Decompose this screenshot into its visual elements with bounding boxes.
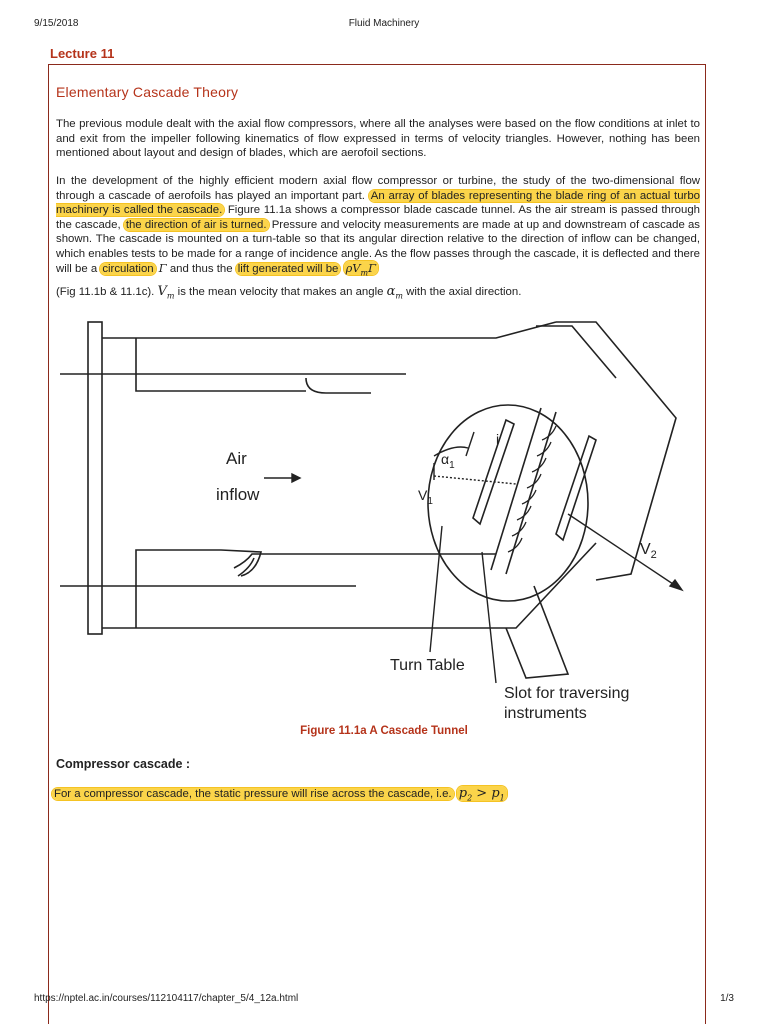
intro-paragraph: The previous module dealt with the axial flow compressors, where all the analyses were based on the flow conditions at inlet to and exit from the impeller following kinematics of flow expressed in terms of velocity triangles. However, nothing has been mentioned about layout and design of blades, which are aerofoil sections.: [56, 118, 700, 159]
lift-formula-sub: m: [360, 268, 369, 278]
turn-table-label: Turn Table: [390, 657, 465, 674]
air-label: Air: [226, 449, 247, 468]
highlight-lift: lift generated will be: [237, 263, 339, 275]
lift-formula-main: ρV: [345, 261, 361, 275]
upper-wall: [102, 322, 556, 338]
gamma-symbol: Γ: [158, 261, 167, 275]
right-outlet-duct: [536, 326, 616, 378]
cascade-paragraph: [56, 174, 700, 304]
slot-leader: [482, 552, 496, 683]
alpha-m-sub: m: [395, 291, 403, 301]
p1-sub: 1: [499, 793, 505, 803]
para-last-line: [56, 285, 700, 304]
para-text: Pressure and velocity measurements are made at up and downstream of cascade as shown. The cascade is mounted on a turn-table so that its angular direction relative to the direction of inflow can be changed, which enables tests to be made for a range of incidence angle. As the flow passes through the cascade, it is deflected and there will be a: [56, 218, 700, 275]
inflow-label: inflow: [216, 485, 260, 504]
v1-label: $V_1$: [418, 487, 433, 507]
lower-inner-duct-b: [234, 554, 496, 568]
lecture-label: Lecture 11: [50, 46, 115, 61]
slot-label-1: Slot for traversing: [504, 685, 630, 702]
para-text: Figure 11.1a shows a compressor blade cascade tunnel. As the air stream is passed through the cascade,: [56, 204, 700, 231]
alpha-m-main: α: [386, 283, 396, 299]
alpha-1-label: $\alpha_1$: [441, 451, 455, 471]
pressure-inequality: [457, 786, 507, 801]
cascade-tunnel-diagram: [56, 318, 696, 728]
para-text: and thus the: [166, 263, 236, 275]
p1-main: p: [491, 786, 500, 801]
print-title: Fluid Machinery: [348, 18, 420, 29]
slot-label-2: instruments: [504, 705, 587, 722]
vm-sub: m: [166, 291, 175, 301]
section-title: Elementary Cascade Theory: [56, 84, 239, 100]
highlight-compressor: For a compressor cascade, the static pressure will rise across the cascade, i.e.: [54, 788, 452, 800]
figure-caption: Figure 11.1a A Cascade Tunnel: [300, 725, 468, 737]
alpha-m-symbol: [387, 284, 403, 299]
inlet-flange: [88, 322, 102, 634]
highlight-cascade-definition: An array of blades representing the blade ring of an actual turbo machinery is called the cascade.: [56, 189, 700, 216]
upper-inner-duct: [136, 338, 371, 393]
p2-main: p: [458, 786, 468, 801]
para-text: with the axial direction.: [402, 285, 522, 298]
para-text: (Fig 11.1b & 11.1c).: [56, 285, 158, 298]
gt-sign: >: [472, 786, 492, 801]
page-number: 1/3: [720, 993, 734, 1004]
para-text: is the mean velocity that makes an angle: [174, 285, 387, 298]
incidence-label: i: [496, 431, 500, 447]
page-url: https://nptel.ac.in/courses/112104117/chapter_5/4_12a.html: [34, 993, 299, 1004]
vm-main: V: [157, 283, 167, 299]
cascade-blades: [491, 408, 556, 574]
highlight-circulation: circulation: [102, 263, 154, 275]
p2-sub: 2: [467, 793, 473, 803]
turn-table-circle: [428, 405, 588, 601]
lift-formula: [344, 261, 378, 278]
lower-inner-duct: [136, 550, 261, 628]
compressor-heading: Compressor cascade :: [56, 757, 191, 771]
lift-formula-end: Γ: [368, 261, 377, 275]
compressor-statement: [52, 786, 507, 803]
print-date: 9/15/2018: [34, 18, 79, 29]
right-casing: [556, 322, 676, 580]
highlight-air-turned: the direction of air is turned.: [125, 218, 267, 231]
upstream-traverse-bar: [473, 420, 514, 524]
vm-symbol: [158, 284, 175, 299]
para-text: In the development of the highly efficient modern axial flow compressor or turbine, the study of the two-dimensional flow through a cascade of aerofoils has played an important part.: [56, 175, 700, 202]
v2-label: $V_2$: [640, 541, 657, 561]
